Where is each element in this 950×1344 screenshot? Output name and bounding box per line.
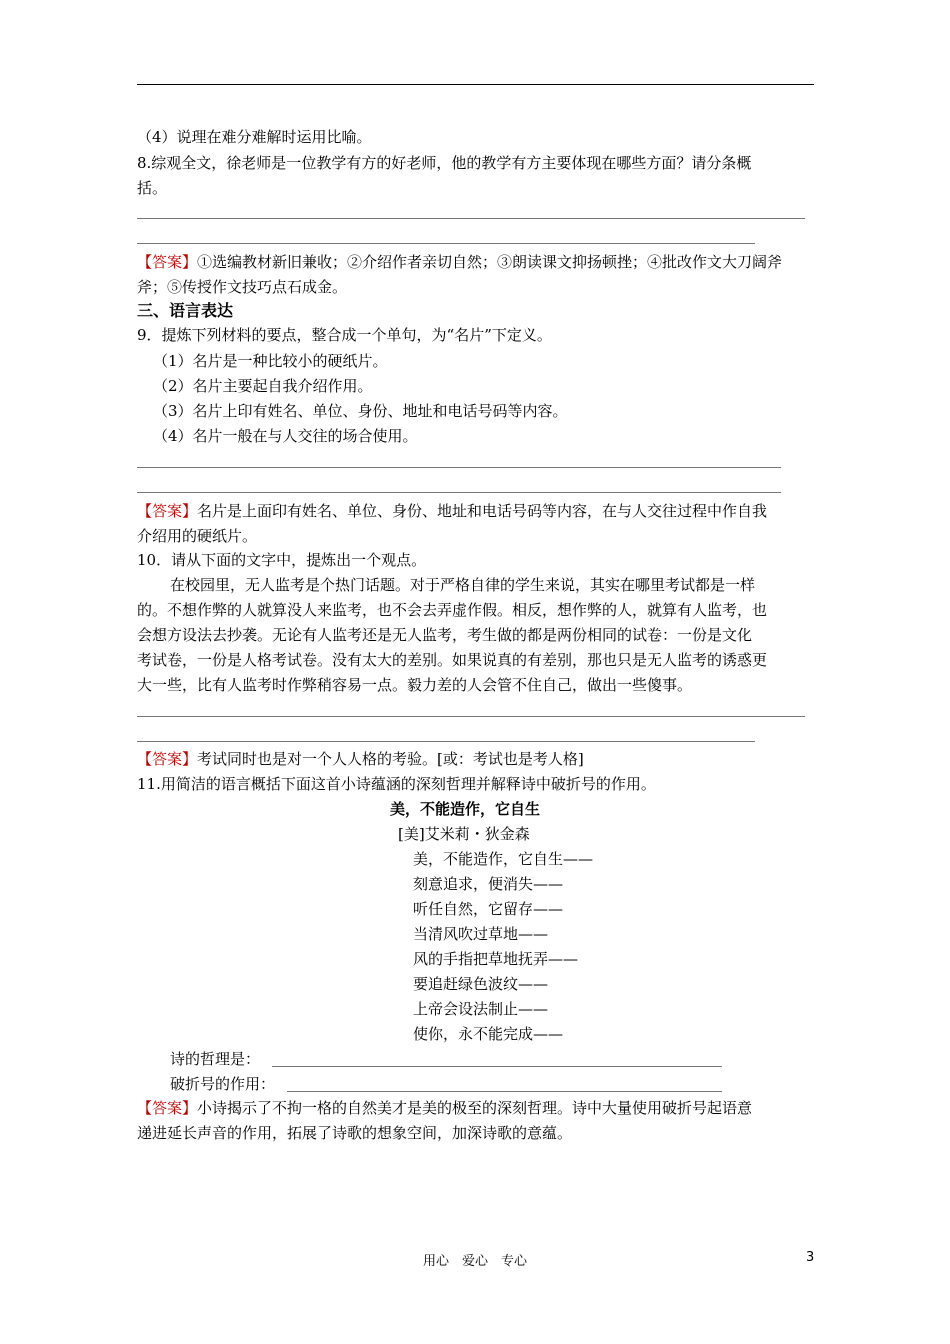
page-footer: 用心 爱心 专心: [422, 1254, 527, 1269]
passage-line: 在校园里，无人监考是个热门话题。对于严格自律的学生来说，其实在哪里考试都是一样: [170, 576, 756, 594]
poem-line: 风的手指把草地抚弄——: [413, 950, 579, 968]
question-8-cont: 括。: [137, 179, 168, 197]
question-11: 11.用简洁的语言概括下面这首小诗蕴涵的深刻哲理并解释诗中破折号的作用。: [137, 775, 656, 793]
answer-blank: [137, 243, 755, 244]
answer-blank: [137, 467, 781, 468]
item-4: （4）说理在难分难解时运用比喻。: [137, 128, 372, 146]
answer-11-cont: 递进延长声音的作用，拓展了诗歌的想象空间，加深诗歌的意蕴。: [137, 1124, 573, 1142]
poem-line: 当清风吹过草地——: [413, 925, 549, 943]
poem-line: 使你，永不能完成——: [413, 1025, 564, 1043]
answer-tag: 【答案】: [137, 750, 198, 768]
answer-blank: [137, 218, 805, 219]
question-8: 8.综观全文，徐老师是一位教学有方的好老师，他的教学有方主要体现在哪些方面？请分条概: [137, 154, 752, 172]
passage-line: 会想方设法去抄袭。无论有人监考还是无人监考，考生做的都是两份相同的试卷：一份是文化: [137, 626, 753, 644]
section-heading: 三、语言表达: [137, 301, 234, 320]
question-10: 10．请从下面的文字中，提炼出一个观点。: [137, 551, 427, 569]
material-2: （2）名片主要起自我介绍作用。: [153, 377, 373, 395]
answer-11: [137, 1097, 752, 1119]
poem-line: 美，不能造作，它自生——: [413, 850, 594, 868]
answer-tag: 【答案】: [137, 1099, 198, 1117]
material-4: （4）名片一般在与人交往的场合使用。: [153, 427, 418, 445]
answer-blank: [137, 741, 755, 742]
answer-blank: [137, 716, 805, 717]
fill-label-philosophy: 诗的哲理是：: [170, 1050, 261, 1068]
poem-line: 刻意追求，便消失——: [413, 875, 564, 893]
answer-8-cont: 斧；⑤传授作文技巧点石成金。: [137, 278, 348, 296]
material-3: （3）名片上印有姓名、单位、身份、地址和电话号码等内容。: [153, 402, 568, 420]
passage-line: 考试卷，一份是人格考试卷。没有太大的差别。如果说真的有差别，那也只是无人监考的诱惑更: [137, 651, 768, 669]
poem-title: 美，不能造作，它自生: [390, 800, 541, 818]
answer-tag: 【答案】: [137, 253, 198, 271]
answer-8: [137, 251, 782, 273]
poem-line: 要追赶绿色波纹——: [413, 975, 549, 993]
fill-label-dash: 破折号的作用：: [170, 1075, 276, 1093]
answer-9-cont: 介绍用的硬纸片。: [137, 527, 258, 545]
passage-line: 大一些，比有人监考时作弊稍容易一点。毅力差的人会管不住自己，做出一些傻事。: [137, 676, 693, 694]
answer-10: [137, 748, 584, 770]
fill-blank-philosophy[interactable]: [272, 1066, 722, 1067]
question-9: 9．提炼下列材料的要点，整合成一个单句，为“名片”下定义。: [137, 326, 552, 344]
header-rule: [137, 84, 814, 85]
answer-text: ①选编教材新旧兼收；②介绍作者亲切自然；③朗读课文抑扬顿挫；④批改作文大刀阔斧: [197, 253, 783, 271]
poem-line: 上帝会设法制止——: [413, 1000, 549, 1018]
answer-text: 小诗揭示了不拘一格的自然美才是美的极至的深刻哲理。诗中大量使用破折号起语意: [197, 1099, 753, 1117]
passage-line: 的。不想作弊的人就算没人来监考，也不会去弄虚作假。相反，想作弊的人，就算有人监考，也: [137, 601, 768, 619]
answer-9: [137, 500, 767, 522]
answer-text: 名片是上面印有姓名、单位、身份、地址和电话号码等内容，在与人交往过程中作自我: [197, 502, 768, 520]
poem-line: 听任自然，它留存——: [413, 900, 564, 918]
answer-blank: [137, 492, 781, 493]
fill-blank-dash[interactable]: [287, 1091, 722, 1092]
page-number: 3: [806, 1250, 815, 1265]
answer-tag: 【答案】: [137, 502, 198, 520]
poem-author: [美]艾米莉・狄金森: [398, 825, 530, 843]
material-1: （1）名片是一种比较小的硬纸片。: [153, 352, 388, 370]
answer-text: 考试同时也是对一个人人格的考验。[或：考试也是考人格]: [197, 750, 584, 768]
